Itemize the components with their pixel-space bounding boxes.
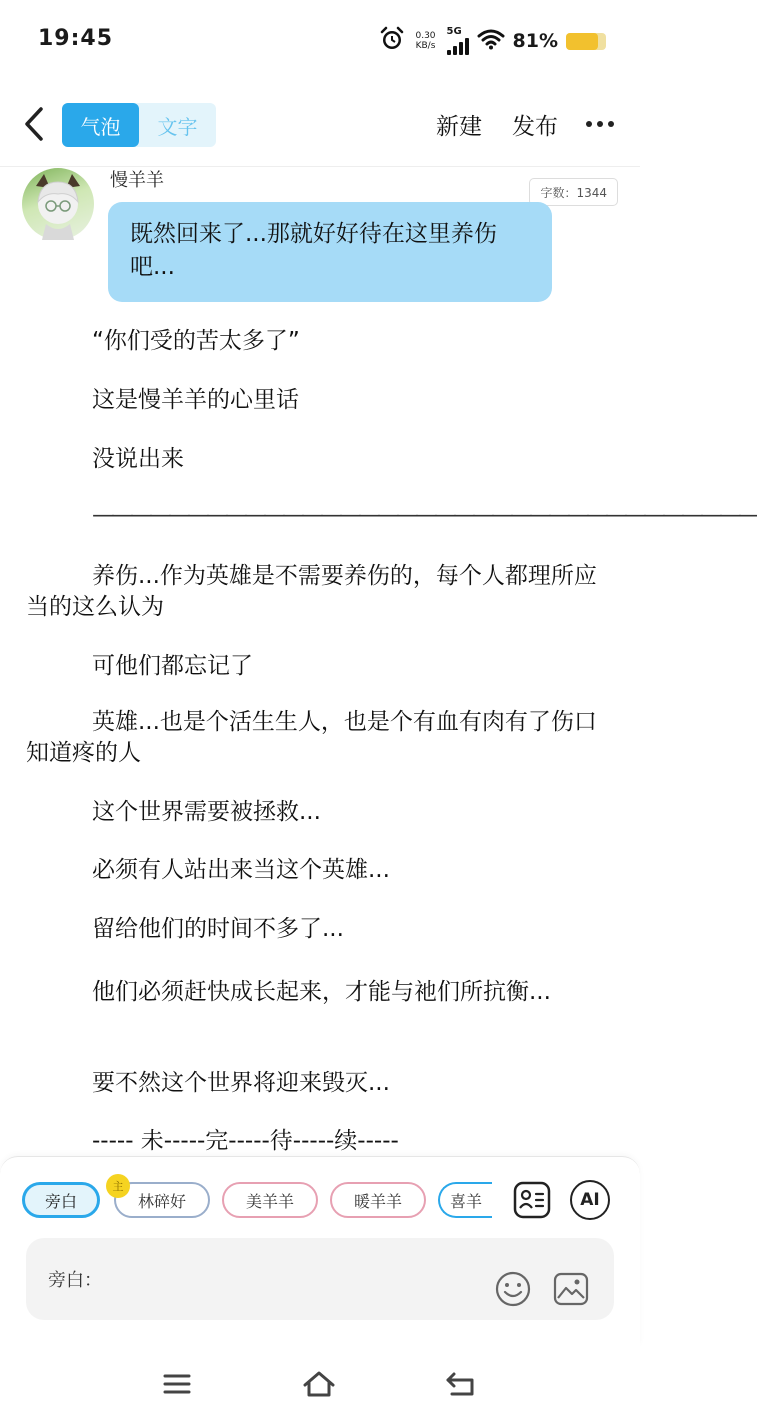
emoji-icon[interactable] — [494, 1270, 532, 1308]
publish-button[interactable]: 发布 — [512, 114, 558, 140]
home-icon[interactable] — [302, 1368, 336, 1400]
narration-paragraph[interactable]: 他们必须赶快成长起来，才能与祂们所抗衡... — [92, 979, 551, 1005]
image-icon[interactable] — [552, 1270, 590, 1308]
chip-character[interactable]: 暖羊羊 — [330, 1182, 426, 1218]
status-indicators — [379, 26, 606, 56]
input-role-label: 旁白： — [48, 1270, 102, 1291]
dialogue-bubble[interactable] — [108, 202, 552, 302]
narration-paragraph[interactable]: “你们受的苦太多了” — [92, 328, 300, 354]
narration-paragraph[interactable]: 养伤...作为英雄是不需要养伤的，每个人都理所应当的这么认为 — [26, 563, 597, 620]
avatar[interactable] — [22, 168, 94, 240]
net-speed: 0.30 KB/s — [415, 31, 436, 51]
tab-bubble[interactable]: 气泡 — [62, 103, 139, 147]
dialogue-text: 既然回来了...那就好好待在这里养伤吧... — [130, 221, 497, 280]
narration-paragraph[interactable]: ----- 未-----完-----待-----续----- — [92, 1128, 399, 1154]
alarm-icon — [379, 26, 405, 56]
narration-paragraph[interactable]: 英雄...也是个活生生人，也是个有血有肉有了伤口知道疼的人 — [26, 709, 597, 766]
narration-paragraph[interactable]: 留给他们的时间不多了... — [92, 916, 344, 942]
word-count-badge: 字数：1344 — [529, 178, 618, 206]
new-button[interactable]: 新建 — [436, 114, 482, 140]
narration-separator[interactable]: ——————————————————————————————————— — [92, 502, 757, 528]
chip-narration[interactable]: 旁白 — [22, 1182, 100, 1218]
menu-icon[interactable] — [160, 1368, 194, 1400]
top-nav — [0, 92, 640, 156]
narration-paragraph[interactable]: 可他们都忘记了 — [92, 653, 253, 679]
network-type: 5G — [446, 26, 462, 37]
message-input[interactable] — [26, 1238, 614, 1320]
character-card-icon[interactable] — [512, 1180, 552, 1220]
header-divider — [0, 166, 640, 167]
status-time: 19:45 — [38, 26, 114, 51]
narration-paragraph[interactable]: 这个世界需要被拯救... — [92, 799, 321, 825]
back-button[interactable] — [16, 102, 52, 146]
avatar-image — [22, 168, 94, 240]
speaker-name: 慢羊羊 — [110, 170, 164, 191]
battery-fill — [566, 33, 598, 50]
status-bar — [0, 0, 640, 84]
signal-group — [447, 27, 469, 55]
chip-character[interactable]: 美羊羊 — [222, 1182, 318, 1218]
narration-paragraph[interactable]: 要不然这个世界将迎来毁灭... — [92, 1070, 390, 1096]
back-nav-icon[interactable] — [444, 1368, 478, 1400]
ai-button[interactable]: AI — [570, 1180, 610, 1220]
chevron-left-icon — [23, 106, 45, 142]
narration-paragraph[interactable]: 没说出来 — [92, 446, 184, 472]
chip-character[interactable]: 林碎好 — [114, 1182, 210, 1218]
tab-text[interactable]: 文字 — [157, 114, 198, 139]
chip-character[interactable]: 喜羊 — [438, 1182, 492, 1218]
battery-icon — [566, 33, 606, 50]
more-icon[interactable] — [586, 112, 614, 136]
narration-paragraph[interactable]: 这是慢羊羊的心里话 — [92, 387, 299, 413]
main-character-badge: 主 — [106, 1174, 130, 1198]
battery-percent: 81% — [512, 30, 558, 52]
mode-toggle — [62, 103, 216, 147]
signal-icon — [447, 37, 469, 55]
wifi-icon — [477, 28, 505, 54]
narration-paragraph[interactable]: 必须有人站出来当这个英雄... — [92, 857, 390, 883]
system-nav-bar — [0, 1346, 640, 1422]
